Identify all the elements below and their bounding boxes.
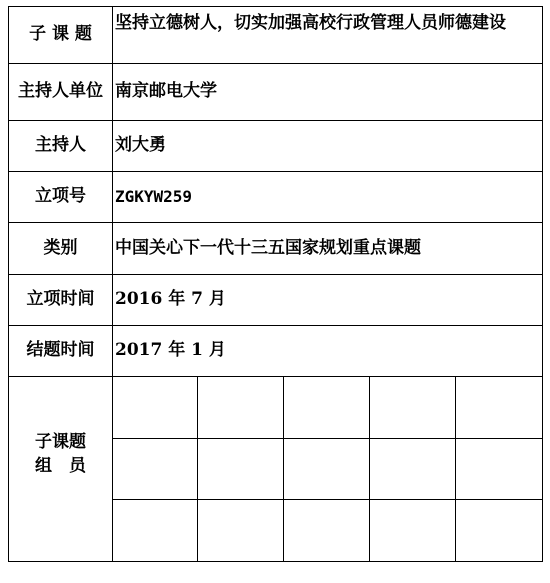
row-host-unit [8,63,543,121]
project-number-label: 立项号 [9,172,113,222]
member-cell[interactable] [456,500,542,561]
members-grid [112,377,542,561]
member-cell[interactable] [284,500,370,561]
member-cell[interactable] [284,377,370,439]
host-unit-value: 南京邮电大学 [115,81,217,102]
subtopic-label: 子 课 题 [9,7,113,63]
member-cell[interactable] [456,377,542,439]
member-cell[interactable] [198,377,284,439]
end-date-value: 2017 年 1 月 [115,340,226,361]
row-members [8,376,543,562]
member-cell[interactable] [370,439,456,500]
member-cell[interactable] [198,500,284,561]
members-label [9,377,113,561]
member-cell[interactable] [112,377,198,439]
row-host [8,120,543,172]
member-cell[interactable] [112,439,198,500]
members-label-line2: 组 员 [35,455,86,476]
member-cell[interactable] [370,500,456,561]
row-category [8,222,543,275]
member-cell[interactable] [112,500,198,561]
start-date-label: 立项时间 [9,275,113,325]
row-subtopic [8,6,543,64]
host-value: 刘大勇 [115,135,166,156]
end-date-label: 结题时间 [9,326,113,376]
host-label: 主持人 [9,121,113,171]
row-start-date [8,274,543,326]
member-cell[interactable] [456,439,542,500]
project-number-value: ZGKYW259 [115,187,193,206]
host-unit-label: 主持人单位 [9,64,113,120]
project-info-table [8,6,543,562]
subtopic-value: 坚持立德树人，切实加强高校行政管理人员师德建设 [115,13,506,33]
category-label: 类别 [9,223,113,274]
member-cell[interactable] [284,439,370,500]
category-value: 中国关心下一代十三五国家规划重点课题 [115,237,421,258]
member-cell[interactable] [198,439,284,500]
row-end-date [8,325,543,377]
row-project-number [8,171,543,223]
members-label-line1: 子课题 [35,432,86,452]
start-date-value: 2016 年 7 月 [115,289,226,310]
member-cell[interactable] [370,377,456,439]
